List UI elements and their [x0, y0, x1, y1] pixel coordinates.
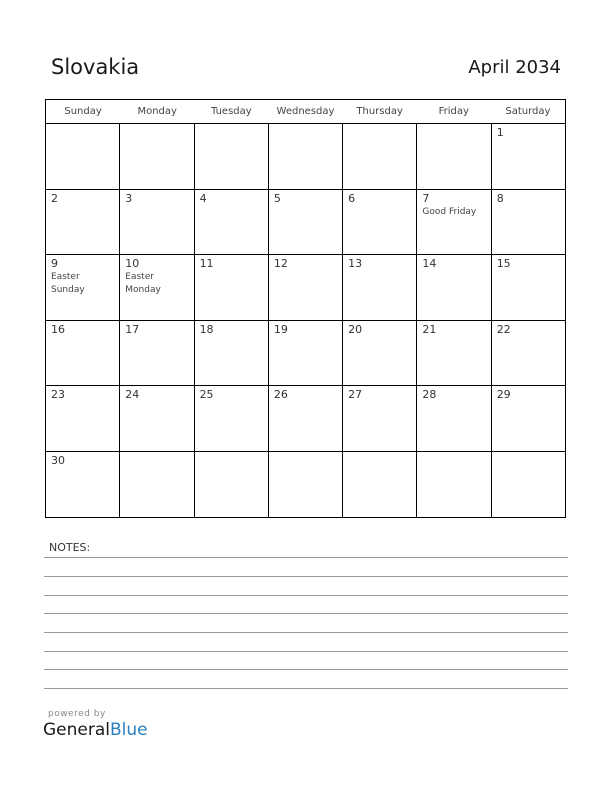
day-cell — [492, 321, 565, 386]
day-cell — [120, 321, 194, 386]
day-cell — [269, 190, 343, 255]
day-cell — [417, 190, 491, 255]
day-number: 19 — [273, 322, 288, 336]
notes-line — [44, 651, 568, 652]
week-row — [46, 321, 565, 387]
notes-label: NOTES: — [49, 541, 91, 554]
day-cell — [269, 321, 343, 386]
holiday-label: Easter Sunday — [51, 272, 85, 295]
day-number: 16 — [51, 322, 65, 336]
day-number: 14 — [422, 257, 437, 270]
day-number: 18 — [199, 322, 214, 336]
notes-line — [44, 557, 568, 558]
day-number: 7 — [422, 191, 430, 205]
day-number: 10 — [125, 257, 140, 270]
weekday-friday: Friday — [438, 106, 469, 117]
week-row — [46, 255, 565, 321]
day-number: 5 — [273, 191, 281, 205]
day-cell — [492, 452, 565, 518]
weekday-header — [46, 100, 565, 124]
day-number: 26 — [273, 388, 288, 401]
day-number: 30 — [51, 453, 65, 467]
day-cell — [269, 255, 343, 320]
day-cell — [417, 255, 491, 320]
notes-line — [44, 576, 568, 577]
day-cell — [269, 452, 343, 518]
day-cell — [343, 255, 417, 320]
day-number: 21 — [422, 322, 437, 336]
calendar-grid — [45, 99, 566, 518]
weekday-monday: Monday — [137, 106, 177, 117]
day-cell — [492, 124, 565, 189]
day-number: 17 — [125, 322, 140, 336]
day-cell — [120, 255, 194, 320]
notes-line — [44, 632, 568, 633]
day-cell — [417, 321, 491, 386]
day-number: 25 — [199, 388, 214, 401]
day-cell — [417, 386, 491, 451]
day-cell — [343, 452, 417, 518]
day-cell — [46, 190, 120, 255]
brand-general: General — [43, 720, 110, 740]
notes-line — [44, 613, 568, 614]
month-year-title: April 2034 — [468, 57, 561, 78]
weekday-wednesday: Wednesday — [276, 106, 335, 117]
day-cell — [46, 452, 120, 518]
day-cell — [417, 124, 491, 189]
day-cell — [195, 190, 269, 255]
day-cell — [195, 255, 269, 320]
day-number: 15 — [496, 257, 511, 270]
day-cell — [492, 190, 565, 255]
day-cell — [417, 452, 491, 518]
country-title: Slovakia — [51, 55, 140, 79]
weekday-sunday: Sunday — [64, 106, 102, 117]
weekday-tuesday: Tuesday — [211, 106, 252, 117]
brand-blue: Blue — [110, 720, 148, 740]
notes-line — [44, 669, 568, 670]
day-number: 13 — [348, 257, 363, 270]
day-number: 24 — [125, 388, 140, 401]
day-number: 23 — [51, 388, 65, 401]
day-cell — [269, 124, 343, 189]
day-number: 20 — [348, 322, 363, 336]
day-cell — [195, 321, 269, 386]
generalblue-logo — [43, 720, 148, 740]
day-cell — [46, 321, 120, 386]
day-cell — [492, 255, 565, 320]
holiday-label: Easter Monday — [125, 272, 161, 295]
week-row — [46, 190, 565, 256]
day-number: 4 — [199, 191, 207, 205]
day-cell — [492, 386, 565, 451]
day-number: 2 — [51, 191, 58, 205]
day-cell — [195, 124, 269, 189]
day-cell — [46, 255, 120, 320]
day-number: 29 — [496, 388, 511, 401]
week-row — [46, 452, 565, 518]
day-cell — [343, 386, 417, 451]
notes-line — [44, 688, 568, 689]
day-number: 28 — [422, 388, 437, 401]
day-cell — [120, 124, 194, 189]
day-cell — [120, 190, 194, 255]
day-cell — [269, 386, 343, 451]
day-cell — [343, 190, 417, 255]
week-row — [46, 124, 565, 190]
day-cell — [195, 386, 269, 451]
day-cell — [195, 452, 269, 518]
day-number: 6 — [348, 191, 356, 205]
day-cell — [120, 452, 194, 518]
day-number: 27 — [348, 388, 363, 401]
day-cell — [343, 321, 417, 386]
day-cell — [343, 124, 417, 189]
day-cell — [46, 124, 120, 189]
weekday-saturday: Saturday — [505, 106, 551, 117]
day-number: 9 — [51, 257, 58, 270]
day-number: 11 — [199, 257, 214, 270]
day-cell — [120, 386, 194, 451]
weekday-thursday: Thursday — [356, 106, 403, 117]
week-row — [46, 386, 565, 452]
day-number: 12 — [273, 257, 288, 270]
notes-line — [44, 595, 568, 596]
day-number: 1 — [496, 126, 504, 139]
holiday-label: Good Friday — [422, 206, 477, 217]
day-cell — [46, 386, 120, 451]
day-number: 3 — [125, 191, 133, 205]
powered-by-text: powered by — [48, 709, 106, 719]
day-number: 22 — [496, 322, 511, 336]
day-number: 8 — [496, 191, 504, 205]
